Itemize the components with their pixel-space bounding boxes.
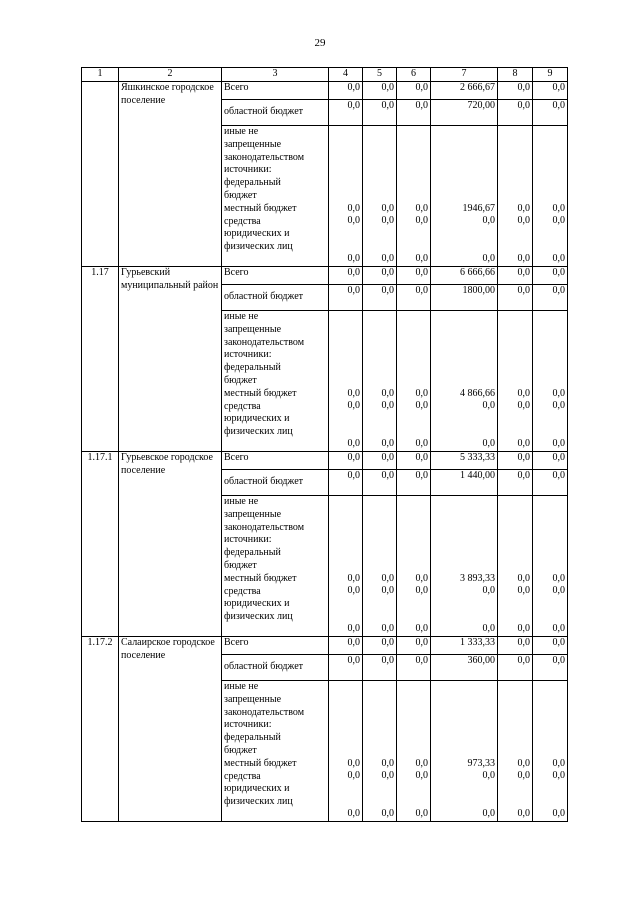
source-line: источники: xyxy=(224,534,272,546)
value-stack xyxy=(433,573,495,636)
group-row-total xyxy=(82,452,568,470)
value-spacer xyxy=(500,413,530,438)
federal-value: 1946,67 xyxy=(462,202,495,214)
value-cell: 0,0 xyxy=(329,100,363,126)
source-regional-label: областной бюджет xyxy=(222,655,329,681)
source-regional-label: областной бюджет xyxy=(222,285,329,311)
value-cell-stack xyxy=(397,681,431,822)
source-line: запрещенные xyxy=(224,693,282,705)
source-line: бюджет xyxy=(224,374,257,386)
value-stack xyxy=(365,573,394,636)
value-stack xyxy=(433,388,495,451)
column-number-row xyxy=(82,68,568,82)
value-cell: 0,0 xyxy=(498,470,533,496)
value-cell: 0,0 xyxy=(397,82,431,100)
federal-value: 973,33 xyxy=(467,757,495,769)
value-spacer xyxy=(331,413,360,438)
local-value: 0,0 xyxy=(482,215,495,227)
value-cell: 0,0 xyxy=(397,285,431,311)
value-cell: 0,0 xyxy=(363,82,397,100)
value-spacer xyxy=(399,598,428,623)
value-cell-stack xyxy=(431,496,498,637)
source-line: законодательством xyxy=(224,521,305,533)
source-line: физических лиц xyxy=(224,796,293,808)
value-cell: 0,0 xyxy=(533,267,568,285)
column-number: 6 xyxy=(397,68,431,82)
federal-value: 0,0 xyxy=(415,757,428,769)
value-cell: 1 440,00 xyxy=(431,470,498,496)
value-spacer xyxy=(399,413,428,438)
value-spacer xyxy=(365,413,394,438)
value-cell-stack xyxy=(431,681,498,822)
value-cell: 0,0 xyxy=(363,452,397,470)
value-cell: 0,0 xyxy=(533,285,568,311)
value-stack xyxy=(535,758,565,821)
value-stack xyxy=(331,573,360,636)
value-cell: 0,0 xyxy=(329,82,363,100)
value-cell-stack xyxy=(533,311,568,452)
source-line: источники: xyxy=(224,719,272,731)
value-spacer xyxy=(535,598,565,623)
legal-value: 0,0 xyxy=(517,253,530,265)
legal-value: 0,0 xyxy=(415,438,428,450)
source-line: средства xyxy=(224,770,261,782)
value-cell: 720,00 xyxy=(431,100,498,126)
legal-value: 0,0 xyxy=(347,808,360,820)
federal-value: 0,0 xyxy=(517,757,530,769)
source-line: бюджет xyxy=(224,189,257,201)
value-spacer xyxy=(433,598,495,623)
municipality-name: Гурьевский муниципальный район xyxy=(119,267,222,452)
local-value: 0,0 xyxy=(517,585,530,597)
value-cell-stack xyxy=(329,681,363,822)
federal-value: 0,0 xyxy=(381,572,394,584)
group-row-total xyxy=(82,267,568,285)
value-cell-stack xyxy=(498,311,533,452)
local-value: 0,0 xyxy=(415,400,428,412)
value-cell-stack xyxy=(533,496,568,637)
value-stack xyxy=(331,203,360,266)
legal-value: 0,0 xyxy=(381,808,394,820)
local-value: 0,0 xyxy=(415,585,428,597)
local-value: 0,0 xyxy=(517,770,530,782)
column-number: 8 xyxy=(498,68,533,82)
local-value: 0,0 xyxy=(347,585,360,597)
legal-value: 0,0 xyxy=(381,253,394,265)
value-spacer xyxy=(500,228,530,253)
column-number: 1 xyxy=(82,68,119,82)
value-cell: 0,0 xyxy=(397,470,431,496)
value-cell: 0,0 xyxy=(329,267,363,285)
source-total-label: Всего xyxy=(222,452,329,470)
legal-value: 0,0 xyxy=(381,623,394,635)
value-cell: 0,0 xyxy=(397,637,431,655)
source-line: юридических и xyxy=(224,783,290,795)
source-line: законодательством xyxy=(224,151,305,163)
source-line: федеральный xyxy=(224,732,281,744)
source-line: запрещенные xyxy=(224,138,282,150)
value-spacer xyxy=(535,228,565,253)
value-cell: 0,0 xyxy=(329,285,363,311)
federal-value: 0,0 xyxy=(347,572,360,584)
federal-value: 0,0 xyxy=(552,757,565,769)
value-cell: 0,0 xyxy=(329,452,363,470)
source-line: местный бюджет xyxy=(224,572,297,584)
value-stack xyxy=(399,203,428,266)
local-value: 0,0 xyxy=(381,215,394,227)
value-spacer xyxy=(331,598,360,623)
legal-value: 0,0 xyxy=(347,253,360,265)
value-cell: 0,0 xyxy=(397,452,431,470)
value-cell: 1800,00 xyxy=(431,285,498,311)
value-spacer xyxy=(365,598,394,623)
source-total-label: Всего xyxy=(222,82,329,100)
column-number: 9 xyxy=(533,68,568,82)
local-value: 0,0 xyxy=(482,770,495,782)
local-value: 0,0 xyxy=(381,585,394,597)
local-value: 0,0 xyxy=(482,585,495,597)
value-cell: 0,0 xyxy=(533,100,568,126)
value-stack xyxy=(500,758,530,821)
value-cell: 0,0 xyxy=(498,82,533,100)
source-line: бюджет xyxy=(224,559,257,571)
value-spacer xyxy=(365,783,394,808)
value-stack xyxy=(365,758,394,821)
value-cell: 0,0 xyxy=(533,637,568,655)
budget-table-body xyxy=(82,68,568,822)
value-cell: 0,0 xyxy=(498,267,533,285)
local-value: 0,0 xyxy=(552,215,565,227)
column-number: 3 xyxy=(222,68,329,82)
item-number: 1.17.1 xyxy=(82,452,119,637)
value-stack xyxy=(433,758,495,821)
federal-value: 0,0 xyxy=(415,387,428,399)
source-total-label: Всего xyxy=(222,267,329,285)
federal-value: 0,0 xyxy=(381,757,394,769)
value-cell: 0,0 xyxy=(363,655,397,681)
value-spacer xyxy=(399,783,428,808)
local-value: 0,0 xyxy=(517,400,530,412)
value-cell: 0,0 xyxy=(498,285,533,311)
municipality-name: Яшкинское городское поселение xyxy=(119,82,222,267)
source-line: законодательством xyxy=(224,336,305,348)
value-stack xyxy=(331,388,360,451)
local-value: 0,0 xyxy=(347,215,360,227)
federal-value: 0,0 xyxy=(347,387,360,399)
value-cell-stack xyxy=(533,681,568,822)
source-line: законодательством xyxy=(224,706,305,718)
federal-value: 0,0 xyxy=(552,572,565,584)
value-stack xyxy=(399,388,428,451)
source-line: иные не xyxy=(224,681,259,692)
legal-value: 0,0 xyxy=(482,623,495,635)
value-spacer xyxy=(433,783,495,808)
local-value: 0,0 xyxy=(517,215,530,227)
value-cell-stack xyxy=(363,496,397,637)
source-line: средства xyxy=(224,585,261,597)
value-cell-stack xyxy=(397,126,431,267)
item-number xyxy=(82,82,119,267)
value-stack xyxy=(399,758,428,821)
source-line: источники: xyxy=(224,164,272,176)
federal-value: 0,0 xyxy=(415,202,428,214)
source-other-label xyxy=(222,126,329,267)
local-value: 0,0 xyxy=(381,400,394,412)
legal-value: 0,0 xyxy=(415,808,428,820)
value-cell-stack xyxy=(431,126,498,267)
federal-value: 0,0 xyxy=(517,572,530,584)
source-line: федеральный xyxy=(224,547,281,559)
federal-value: 4 866,66 xyxy=(460,387,495,399)
local-value: 0,0 xyxy=(552,400,565,412)
value-stack xyxy=(399,573,428,636)
source-line: запрещенные xyxy=(224,323,282,335)
federal-value: 0,0 xyxy=(552,202,565,214)
source-line: средства xyxy=(224,400,261,412)
legal-value: 0,0 xyxy=(517,438,530,450)
column-number: 4 xyxy=(329,68,363,82)
value-cell: 0,0 xyxy=(533,470,568,496)
value-spacer xyxy=(500,783,530,808)
value-cell: 1 333,33 xyxy=(431,637,498,655)
value-spacer xyxy=(433,413,495,438)
source-line: источники: xyxy=(224,349,272,361)
value-cell: 0,0 xyxy=(363,267,397,285)
value-cell: 2 666,67 xyxy=(431,82,498,100)
source-line: физических лиц xyxy=(224,241,293,253)
source-line: федеральный xyxy=(224,362,281,374)
value-stack xyxy=(331,758,360,821)
federal-value: 0,0 xyxy=(415,572,428,584)
legal-value: 0,0 xyxy=(347,623,360,635)
budget-table xyxy=(81,67,568,822)
value-cell-stack xyxy=(329,311,363,452)
municipality-name: Гурьевское городское поселение xyxy=(119,452,222,637)
column-number: 7 xyxy=(431,68,498,82)
value-cell: 0,0 xyxy=(498,100,533,126)
value-stack xyxy=(365,203,394,266)
value-spacer xyxy=(535,783,565,808)
legal-value: 0,0 xyxy=(415,623,428,635)
legal-value: 0,0 xyxy=(482,808,495,820)
value-cell: 0,0 xyxy=(397,267,431,285)
value-spacer xyxy=(365,228,394,253)
legal-value: 0,0 xyxy=(552,438,565,450)
value-stack xyxy=(365,388,394,451)
value-cell: 0,0 xyxy=(533,82,568,100)
source-line: местный бюджет xyxy=(224,387,297,399)
local-value: 0,0 xyxy=(381,770,394,782)
federal-value: 0,0 xyxy=(552,387,565,399)
value-cell: 6 666,66 xyxy=(431,267,498,285)
source-line: иные не xyxy=(224,311,259,322)
value-cell: 0,0 xyxy=(397,100,431,126)
value-cell: 0,0 xyxy=(363,100,397,126)
local-value: 0,0 xyxy=(415,215,428,227)
federal-value: 0,0 xyxy=(347,757,360,769)
value-cell-stack xyxy=(498,126,533,267)
value-spacer xyxy=(331,783,360,808)
local-value: 0,0 xyxy=(415,770,428,782)
value-cell: 0,0 xyxy=(498,452,533,470)
local-value: 0,0 xyxy=(482,400,495,412)
value-stack xyxy=(535,573,565,636)
column-number: 5 xyxy=(363,68,397,82)
source-line: средства xyxy=(224,215,261,227)
value-stack xyxy=(535,388,565,451)
local-value: 0,0 xyxy=(347,770,360,782)
local-value: 0,0 xyxy=(552,770,565,782)
source-other-label xyxy=(222,681,329,822)
value-stack xyxy=(535,203,565,266)
source-line: юридических и xyxy=(224,413,290,425)
source-line: местный бюджет xyxy=(224,757,297,769)
federal-value: 0,0 xyxy=(347,202,360,214)
value-cell-stack xyxy=(363,681,397,822)
value-stack xyxy=(500,388,530,451)
legal-value: 0,0 xyxy=(552,253,565,265)
source-line: физических лиц xyxy=(224,426,293,438)
value-cell: 0,0 xyxy=(363,637,397,655)
value-cell: 0,0 xyxy=(329,470,363,496)
value-cell: 0,0 xyxy=(329,637,363,655)
value-stack xyxy=(500,573,530,636)
value-cell: 0,0 xyxy=(533,452,568,470)
value-cell: 5 333,33 xyxy=(431,452,498,470)
column-number: 2 xyxy=(119,68,222,82)
value-spacer xyxy=(535,413,565,438)
value-stack xyxy=(500,203,530,266)
group-row-total xyxy=(82,82,568,100)
value-cell-stack xyxy=(498,496,533,637)
source-line: запрещенные xyxy=(224,508,282,520)
value-cell: 0,0 xyxy=(533,655,568,681)
value-cell: 0,0 xyxy=(498,655,533,681)
value-cell: 0,0 xyxy=(498,637,533,655)
federal-value: 0,0 xyxy=(517,202,530,214)
value-cell-stack xyxy=(329,496,363,637)
source-other-label xyxy=(222,311,329,452)
municipality-name: Салаирское городское поселение xyxy=(119,637,222,822)
group-row-total xyxy=(82,637,568,655)
value-spacer xyxy=(399,228,428,253)
item-number: 1.17.2 xyxy=(82,637,119,822)
legal-value: 0,0 xyxy=(347,438,360,450)
legal-value: 0,0 xyxy=(552,623,565,635)
source-line: местный бюджет xyxy=(224,202,297,214)
legal-value: 0,0 xyxy=(415,253,428,265)
value-cell: 360,00 xyxy=(431,655,498,681)
federal-value: 3 893,33 xyxy=(460,572,495,584)
value-cell-stack xyxy=(329,126,363,267)
value-cell-stack xyxy=(397,311,431,452)
legal-value: 0,0 xyxy=(482,438,495,450)
legal-value: 0,0 xyxy=(517,808,530,820)
value-cell-stack xyxy=(533,126,568,267)
value-cell-stack xyxy=(397,496,431,637)
value-cell: 0,0 xyxy=(363,470,397,496)
value-cell-stack xyxy=(498,681,533,822)
source-line: иные не xyxy=(224,496,259,507)
value-cell: 0,0 xyxy=(397,655,431,681)
page-number: 29 xyxy=(314,37,326,49)
source-line: юридических и xyxy=(224,228,290,240)
legal-value: 0,0 xyxy=(381,438,394,450)
value-spacer xyxy=(500,598,530,623)
legal-value: 0,0 xyxy=(482,253,495,265)
source-line: бюджет xyxy=(224,744,257,756)
legal-value: 0,0 xyxy=(552,808,565,820)
federal-value: 0,0 xyxy=(381,202,394,214)
source-line: физических лиц xyxy=(224,611,293,623)
source-line: юридических и xyxy=(224,598,290,610)
local-value: 0,0 xyxy=(347,400,360,412)
value-cell: 0,0 xyxy=(329,655,363,681)
local-value: 0,0 xyxy=(552,585,565,597)
source-line: иные не xyxy=(224,126,259,137)
legal-value: 0,0 xyxy=(517,623,530,635)
value-spacer xyxy=(331,228,360,253)
federal-value: 0,0 xyxy=(381,387,394,399)
federal-value: 0,0 xyxy=(517,387,530,399)
value-cell-stack xyxy=(363,126,397,267)
value-cell-stack xyxy=(363,311,397,452)
value-cell-stack xyxy=(431,311,498,452)
source-regional-label: областной бюджет xyxy=(222,470,329,496)
source-regional-label: областной бюджет xyxy=(222,100,329,126)
item-number: 1.17 xyxy=(82,267,119,452)
source-other-label xyxy=(222,496,329,637)
value-stack xyxy=(433,203,495,266)
value-cell: 0,0 xyxy=(363,285,397,311)
source-line: федеральный xyxy=(224,177,281,189)
value-spacer xyxy=(433,228,495,253)
source-total-label: Всего xyxy=(222,637,329,655)
